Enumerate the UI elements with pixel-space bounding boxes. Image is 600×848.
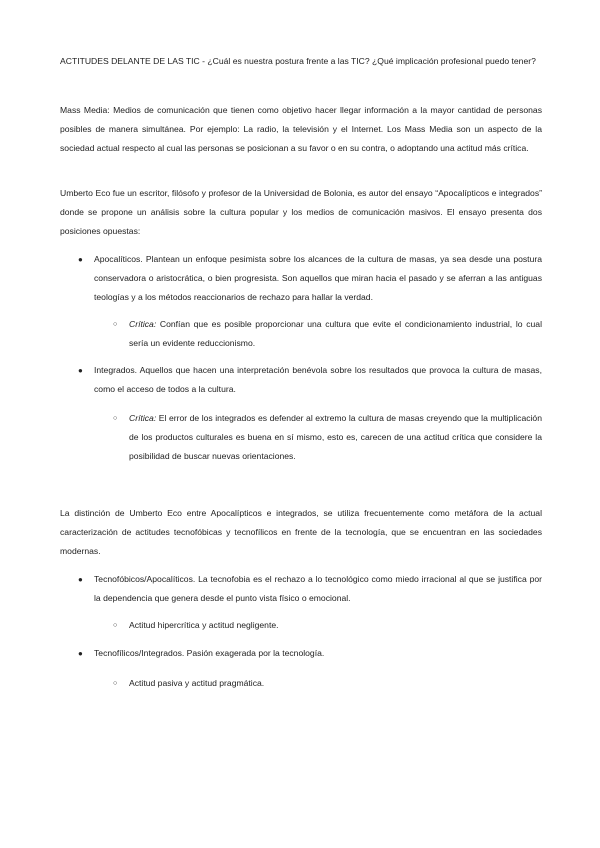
sub-bullet-icon: ○ — [113, 622, 118, 629]
sub-item-tecnofilicos: Actitud pasiva y actitud pragmática. — [129, 678, 265, 688]
list-item-integrados: Integrados. Aquellos que hacen una interpretación benévola sobre los resultados que provoca la cultura de masas, como el acceso de todos a la cultura. — [94, 365, 542, 394]
bullet-icon: ● — [78, 649, 83, 658]
sub-bullet-icon: ○ — [113, 680, 118, 687]
sub-item-tecnofobicos: Actitud hipercrítica y actitud negligente. — [129, 620, 279, 630]
list-item-tecnofobicos: Tecnofóbicos/Apocalíticos. La tecnofobia es el rechazo a lo tecnológico como miedo irracional al que se justifica por la dependencia que genera desde el punto vista físico o emocional. — [94, 574, 542, 603]
eco-intro-paragraph: Umberto Eco fue un escritor, filósofo y profesor de la Universidad de Bolonia, es autor del ensayo “Apocalípticos e integrados” donde se propone un análisis sobre la cultura popular y los medios de comunicación masivos. El ensayo presenta dos posiciones opuestas: — [60, 188, 542, 236]
critica-text: El error de los integrados es defender al extremo la cultura de masas creyendo que la multiplicación de los productos culturales es buena en sí mismo, esto es, carecen de una actitud crítica que considere la posibilidad de buscar nuevas orientaciones. — [129, 413, 542, 461]
list-item-tecnofilicos: Tecnofílicos/Integrados. Pasión exagerada por la tecnología. — [94, 648, 325, 658]
sub-bullet-icon: ○ — [113, 415, 118, 422]
document-title: ACTITUDES DELANTE DE LAS TIC - ¿Cuál es nuestra postura frente a las TIC? ¿Qué implicación profesional puedo tener? — [60, 56, 536, 66]
bullet-icon: ● — [78, 255, 83, 264]
mass-media-paragraph: Mass Media: Medios de comunicación que tienen como objetivo hacer llegar información a la mayor cantidad de personas posibles de manera simultánea. Por ejemplo: La radio, la televisión y el Internet. Los Mass Media son un aspecto de la sociedad actual respecto al cual las personas se posicionan a su favor o en su contra, o adoptando una actitud más crítica. — [60, 105, 542, 153]
distincion-paragraph: La distinción de Umberto Eco entre Apocalípticos e integrados, se utiliza frecuentemente como metáfora de la actual caracterización de actitudes tecnofóbicas y tecnofílicos en frente de la tecnología, que se encuentran en las sociedades modernas. — [60, 508, 542, 556]
critica-label: Crítica: — [129, 319, 157, 329]
sub-item-critica-integrados — [129, 409, 542, 466]
bullet-icon: ● — [78, 366, 83, 375]
sub-item-critica-apocalipticos — [129, 315, 542, 353]
critica-label: Crítica: — [129, 413, 157, 423]
sub-bullet-icon: ○ — [113, 321, 118, 328]
bullet-icon: ● — [78, 575, 83, 584]
list-item-apocalipticos: Apocalíticos. Plantean un enfoque pesimista sobre los alcances de la cultura de masas, ya sea desde una postura conservadora o aristocrática, o bien progresista. Son aquellos que miran hacia el pasado y se aferran a las antiguas teologías y a los métodos reaccionarios de rechazo para hallar la verdad. — [94, 254, 542, 302]
critica-text: Confían que es posible proporcionar una cultura que evite el condicionamiento industrial, lo cual sería un evidente reduccionismo. — [129, 319, 542, 348]
